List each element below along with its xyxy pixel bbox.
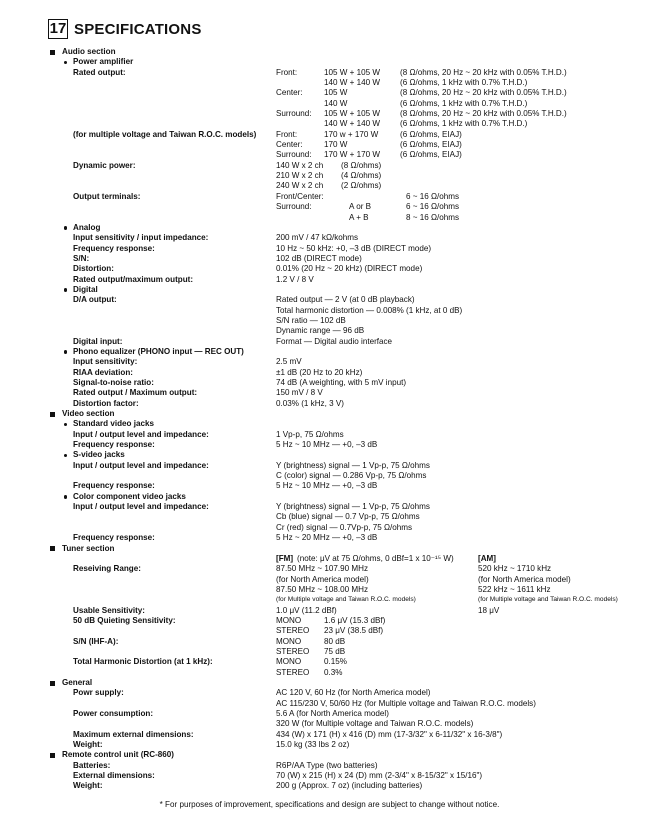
spec-value: (for North America model) <box>276 574 369 584</box>
subsection-row <box>0 223 659 233</box>
spec-value: (6 Ω/ohms, EIAJ) <box>400 150 462 160</box>
spec-value: (6 Ω/ohms, 1 kHz with 0.7% T.H.D.) <box>400 78 528 88</box>
spec-label: Input sensitivity / input impedance: <box>73 233 209 243</box>
spec-row <box>0 388 659 398</box>
section-row <box>0 47 659 57</box>
spec-value: 23 μV (38.5 dBf) <box>324 626 384 636</box>
spec-value: 8 ~ 16 Ω/ohms <box>406 212 460 222</box>
spec-label: Frequency response: <box>73 243 155 253</box>
spec-row <box>0 368 659 378</box>
spec-value: Front/Center: <box>276 191 324 201</box>
spec-row <box>0 771 659 781</box>
section-row <box>0 678 659 688</box>
spec-value: STEREO <box>276 646 310 656</box>
spec-label: Total Harmonic Distortion (at 1 kHz): <box>73 657 213 667</box>
spec-value: 75 dB <box>324 646 346 656</box>
spec-row <box>0 316 659 326</box>
spec-value: (6 Ω/ohms, EIAJ) <box>400 129 462 139</box>
spec-row <box>0 616 659 626</box>
spec-row <box>0 119 659 129</box>
spec-label: Powr supply: <box>73 688 124 698</box>
spec-value: 2.5 mV <box>276 357 302 367</box>
spec-row <box>0 668 659 678</box>
spec-value: Cb (blue) signal — 0.7 Vp-p, 75 Ω/ohms <box>276 512 420 522</box>
spec-row <box>0 781 659 791</box>
spec-row <box>0 233 659 243</box>
square-bullet-icon <box>50 681 55 686</box>
round-bullet-icon <box>64 288 67 291</box>
spec-row <box>0 461 659 471</box>
spec-value: (6 Ω/ohms, EIAJ) <box>400 140 462 150</box>
spec-value: (8 Ω/ohms, 20 Hz ~ 20 kHz with 0.05% T.H.D.) <box>400 88 567 98</box>
spec-row <box>0 202 659 212</box>
spec-value: Center: <box>276 88 303 98</box>
round-bullet-icon <box>64 350 67 353</box>
spec-value: (note: μV at 75 Ω/ohms, 0 dBf=1 x 10⁻¹⁵ W) <box>297 553 454 563</box>
spec-value: 0.3% <box>324 667 343 677</box>
subsection-row <box>0 57 659 67</box>
spec-row <box>0 502 659 512</box>
spec-row <box>0 471 659 481</box>
spec-row <box>0 740 659 750</box>
spec-value: C (color) signal — 0.286 Vp-p, 75 Ω/ohms <box>276 471 427 481</box>
spec-value: [FM] <box>276 553 294 563</box>
spec-label: Frequency response: <box>73 533 155 543</box>
spec-value: 70 (W) x 215 (H) x 24 (D) mm (2-3/4" x 8-15/32" x 15/16") <box>276 771 483 781</box>
spec-row <box>0 171 659 181</box>
spec-label: Input sensitivity: <box>73 357 138 367</box>
spec-value: 240 W x 2 ch <box>276 181 324 191</box>
spec-label: Frequency response: <box>73 440 155 450</box>
spec-value: 18 μV <box>478 605 500 615</box>
spec-row <box>0 88 659 98</box>
spec-value: 520 kHz ~ 1710 kHz <box>478 564 552 574</box>
spec-row <box>0 140 659 150</box>
spec-value: 74 dB (A weighting, with 5 mV input) <box>276 378 407 387</box>
subsection-row <box>0 347 659 357</box>
spec-label: Weight: <box>73 740 103 750</box>
spec-value: 87.50 MHz ~ 107.90 MHz <box>276 564 368 574</box>
round-bullet-icon <box>64 495 67 498</box>
spec-row <box>0 626 659 636</box>
spec-value: STEREO <box>276 667 310 677</box>
spec-value: Front: <box>276 67 298 77</box>
spec-value: 200 mV / 47 kΩ/kohms <box>276 233 359 243</box>
spec-value: MONO <box>276 636 302 646</box>
spec-row <box>0 637 659 647</box>
spec-value: 6 ~ 16 Ω/ohms <box>406 191 460 201</box>
spec-label: Input / output level and impedance: <box>73 429 209 439</box>
spec-row <box>0 512 659 522</box>
section-row <box>0 750 659 760</box>
spec-label: Distortion: <box>73 264 114 274</box>
spec-value: Dynamic range — 96 dB <box>276 326 365 336</box>
spec-row <box>0 554 659 564</box>
spec-row <box>0 306 659 316</box>
spec-value: (for Multiple voltage and Taiwan R.O.C. models) <box>478 596 618 604</box>
spec-value: 1.2 V / 8 V <box>276 274 314 284</box>
spec-value: MONO <box>276 657 302 667</box>
spec-value: (6 Ω/ohms, 1 kHz with 0.7% T.H.D.) <box>400 98 528 108</box>
section-heading: General <box>62 677 93 687</box>
spec-value: 1.6 μV (15.3 dBf) <box>324 615 386 625</box>
spec-label: Rated output/maximum output: <box>73 274 194 284</box>
subsection-heading: Analog <box>73 222 101 232</box>
section-header <box>48 18 202 40</box>
spec-value: (8 Ω/ohms, 20 Hz ~ 20 kHz with 0.05% T.H.D.) <box>400 67 567 77</box>
subsection-heading: Color component video jacks <box>73 491 186 501</box>
spec-value: Surround: <box>276 202 312 212</box>
spec-value: Front: <box>276 129 298 139</box>
spec-value: 15.0 kg (33 lbs 2 oz) <box>276 740 350 750</box>
spec-row <box>0 326 659 336</box>
spec-value: 140 W + 140 W <box>324 78 381 88</box>
spec-label: Rated output: <box>73 67 126 77</box>
spec-row <box>0 585 659 595</box>
spec-label: Frequency response: <box>73 481 155 491</box>
spec-label: RIAA deviation: <box>73 367 133 377</box>
spec-label: (for multiple voltage and Taiwan R.O.C. models) <box>73 129 257 139</box>
spec-label: S/N (IHF-A): <box>73 636 119 646</box>
spec-value: 522 kHz ~ 1611 kHz <box>478 584 551 594</box>
spec-value: MONO <box>276 615 302 625</box>
spec-value: 150 mV / 8 V <box>276 388 323 398</box>
spec-value: Center: <box>276 140 303 150</box>
spec-row <box>0 688 659 698</box>
section-row <box>0 409 659 419</box>
spec-value: 105 W + 105 W <box>324 67 381 77</box>
spec-value: 200 g (Approx. 7 oz) (including batteries) <box>276 781 423 791</box>
spec-value: Rated output — 2 V (at 0 dB playback) <box>276 295 415 305</box>
square-bullet-icon <box>50 753 55 758</box>
spec-value: Y (brightness) signal — 1 Vp-p, 75 Ω/ohms <box>276 460 430 470</box>
spec-value: (for Multiple voltage and Taiwan R.O.C. models) <box>276 596 416 604</box>
spec-row <box>0 606 659 616</box>
spec-value: 0.15% <box>324 657 347 667</box>
spec-label: Distortion factor: <box>73 398 139 408</box>
section-heading: Audio section <box>62 47 116 56</box>
spec-value: S/N ratio — 102 dB <box>276 315 346 325</box>
spec-value: (4 Ω/ohms) <box>341 171 382 181</box>
spec-row <box>0 399 659 409</box>
spec-value: 5.6 A (for North America model) <box>276 709 389 718</box>
spec-value: 170 W <box>324 140 348 150</box>
section-number-box: 17 <box>49 20 67 37</box>
spec-value: [AM] <box>478 553 496 563</box>
spec-label: Batteries: <box>73 760 111 770</box>
spec-row <box>0 150 659 160</box>
spec-value: 105 W <box>324 88 348 98</box>
spec-value: (for North America model) <box>478 574 571 584</box>
spec-row <box>0 657 659 667</box>
spec-row <box>0 254 659 264</box>
subsection-heading: Digital <box>73 284 98 294</box>
spec-value: Format — Digital audio interface <box>276 336 393 346</box>
round-bullet-icon <box>64 226 67 229</box>
spec-row <box>0 213 659 223</box>
round-bullet-icon <box>64 423 67 426</box>
spec-row <box>0 699 659 709</box>
spec-row <box>0 68 659 78</box>
spec-value: 5 Hz ~ 10 MHz — +0, –3 dB <box>276 440 378 450</box>
spec-value: 105 W + 105 W <box>324 109 381 119</box>
spec-row <box>0 99 659 109</box>
spec-value: STEREO <box>276 626 310 636</box>
spec-row <box>0 295 659 305</box>
spec-label: D/A output: <box>73 295 117 305</box>
spec-value: A + B <box>349 212 369 222</box>
round-bullet-icon <box>64 454 67 457</box>
section-heading: Remote control unit (RC-860) <box>62 750 174 760</box>
spec-row <box>0 244 659 254</box>
spec-row <box>0 337 659 347</box>
spec-label: S/N: <box>73 253 90 263</box>
spec-value: 140 W + 140 W <box>324 119 381 129</box>
spec-value: 320 W (for Multiple voltage and Taiwan R.O.C. models) <box>276 719 474 729</box>
spec-value: Y (brightness) signal — 1 Vp-p, 75 Ω/ohms <box>276 502 430 512</box>
spec-value: 102 dB (DIRECT mode) <box>276 253 362 263</box>
spec-row <box>0 181 659 191</box>
spec-value: 170 W + 170 W <box>324 150 381 160</box>
spec-value: (8 Ω/ohms) <box>341 160 382 170</box>
page-title: SPECIFICATIONS <box>74 20 202 38</box>
spec-value: Total harmonic distortion — 0.008% (1 kHz, at 0 dB) <box>276 305 463 315</box>
subsection-row <box>0 285 659 295</box>
subsection-heading: Phono equalizer (PHONO input — REC OUT) <box>73 346 244 356</box>
spec-value: 170 w + 170 W <box>324 129 379 139</box>
spec-row <box>0 430 659 440</box>
spec-value: 6 ~ 16 Ω/ohms <box>406 202 460 212</box>
spec-row <box>0 275 659 285</box>
square-bullet-icon <box>50 412 55 417</box>
spec-label: Input / output level and impedance: <box>73 502 209 512</box>
spec-value: A or B <box>349 202 372 212</box>
spec-label: 50 dB Quieting Sensitivity: <box>73 615 176 625</box>
spec-value: 210 W x 2 ch <box>276 171 324 181</box>
spec-value: 434 (W) x 171 (H) x 416 (D) mm (17-3/32" x 6-11/32" x 16-3/8") <box>276 729 503 739</box>
spec-row <box>0 533 659 543</box>
spec-row <box>0 595 659 605</box>
spec-row <box>0 481 659 491</box>
spec-value: 0.03% (1 kHz, 3 V) <box>276 398 344 408</box>
spec-row <box>0 78 659 88</box>
spec-value: 87.50 MHz ~ 108.00 MHz <box>276 584 368 594</box>
spec-row <box>0 709 659 719</box>
spec-value: (2 Ω/ohms) <box>341 181 382 191</box>
spec-value: 5 Hz ~ 10 MHz — +0, –3 dB <box>276 481 378 491</box>
subsection-row <box>0 492 659 502</box>
spec-label: Power consumption: <box>73 709 154 718</box>
square-bullet-icon <box>50 546 55 551</box>
spec-row <box>0 192 659 202</box>
spec-row <box>0 719 659 729</box>
spec-value: 5 Hz ~ 20 MHz — +0, –3 dB <box>276 533 378 543</box>
spec-value: AC 120 V, 60 Hz (for North America model) <box>276 688 431 698</box>
spec-value: 1.0 μV (11.2 dBf) <box>276 605 337 615</box>
spec-row <box>0 523 659 533</box>
spec-label: Usable Sensitivity: <box>73 605 145 615</box>
spec-value: ±1 dB (20 Hz to 20 kHz) <box>276 367 363 377</box>
spec-value: (8 Ω/ohms, 20 Hz ~ 20 kHz with 0.05% T.H.D.) <box>400 109 567 119</box>
spec-row <box>0 761 659 771</box>
spec-value: (6 Ω/ohms, 1 kHz with 0.7% T.H.D.) <box>400 119 528 129</box>
spec-value: AC 115/230 V, 50/60 Hz (for Multiple voltage and Taiwan R.O.C. models) <box>276 698 536 708</box>
round-bullet-icon <box>64 61 67 64</box>
footer-note: * For purposes of improvement, specifications and design are subject to change without notice. <box>159 800 500 809</box>
spec-value: 10 Hz ~ 50 kHz: +0, –3 dB (DIRECT mode) <box>276 243 432 253</box>
spec-row <box>0 264 659 274</box>
spec-value: Cr (red) signal — 0.7Vp-p, 75 Ω/ohms <box>276 522 413 532</box>
subsection-heading: S-video jacks <box>73 450 125 460</box>
spec-value: Surround: <box>276 150 312 160</box>
spec-label: Dynamic power: <box>73 160 136 170</box>
spec-value: 140 W <box>324 98 348 108</box>
spec-label: Signal-to-noise ratio: <box>73 378 154 387</box>
section-heading: Video section <box>62 409 115 419</box>
spec-label: Reseiving Range: <box>73 564 141 574</box>
spec-row <box>0 440 659 450</box>
spec-label: Digital input: <box>73 336 123 346</box>
subsection-row <box>0 419 659 429</box>
spec-row <box>0 161 659 171</box>
spec-list <box>0 47 659 792</box>
spec-label: Maximum external dimensions: <box>73 729 194 739</box>
spec-value: Surround: <box>276 109 312 119</box>
spec-row <box>0 575 659 585</box>
section-heading: Tuner section <box>62 543 115 553</box>
spec-row <box>0 647 659 657</box>
spec-row <box>0 730 659 740</box>
spec-row <box>0 378 659 388</box>
spec-label: External dimensions: <box>73 771 155 781</box>
subsection-heading: Power amplifier <box>73 57 134 67</box>
spec-row <box>0 130 659 140</box>
spec-value: 1 Vp-p, 75 Ω/ohms <box>276 429 344 439</box>
subsection-row <box>0 450 659 460</box>
spec-label: Input / output level and impedance: <box>73 460 209 470</box>
spec-label: Output terminals: <box>73 191 141 201</box>
spec-label: Rated output / Maximum output: <box>73 388 198 398</box>
spec-row <box>0 564 659 574</box>
square-bullet-icon <box>50 50 55 55</box>
spec-value: 80 dB <box>324 636 346 646</box>
spec-row <box>0 109 659 119</box>
spec-row <box>0 357 659 367</box>
spec-label: Weight: <box>73 781 103 791</box>
spec-value: R6P/AA Type (two batteries) <box>276 760 378 770</box>
subsection-heading: Standard video jacks <box>73 419 154 429</box>
section-row <box>0 544 659 554</box>
spec-value: 140 W x 2 ch <box>276 160 324 170</box>
spec-value: 0.01% (20 Hz ~ 20 kHz) (DIRECT mode) <box>276 264 423 274</box>
